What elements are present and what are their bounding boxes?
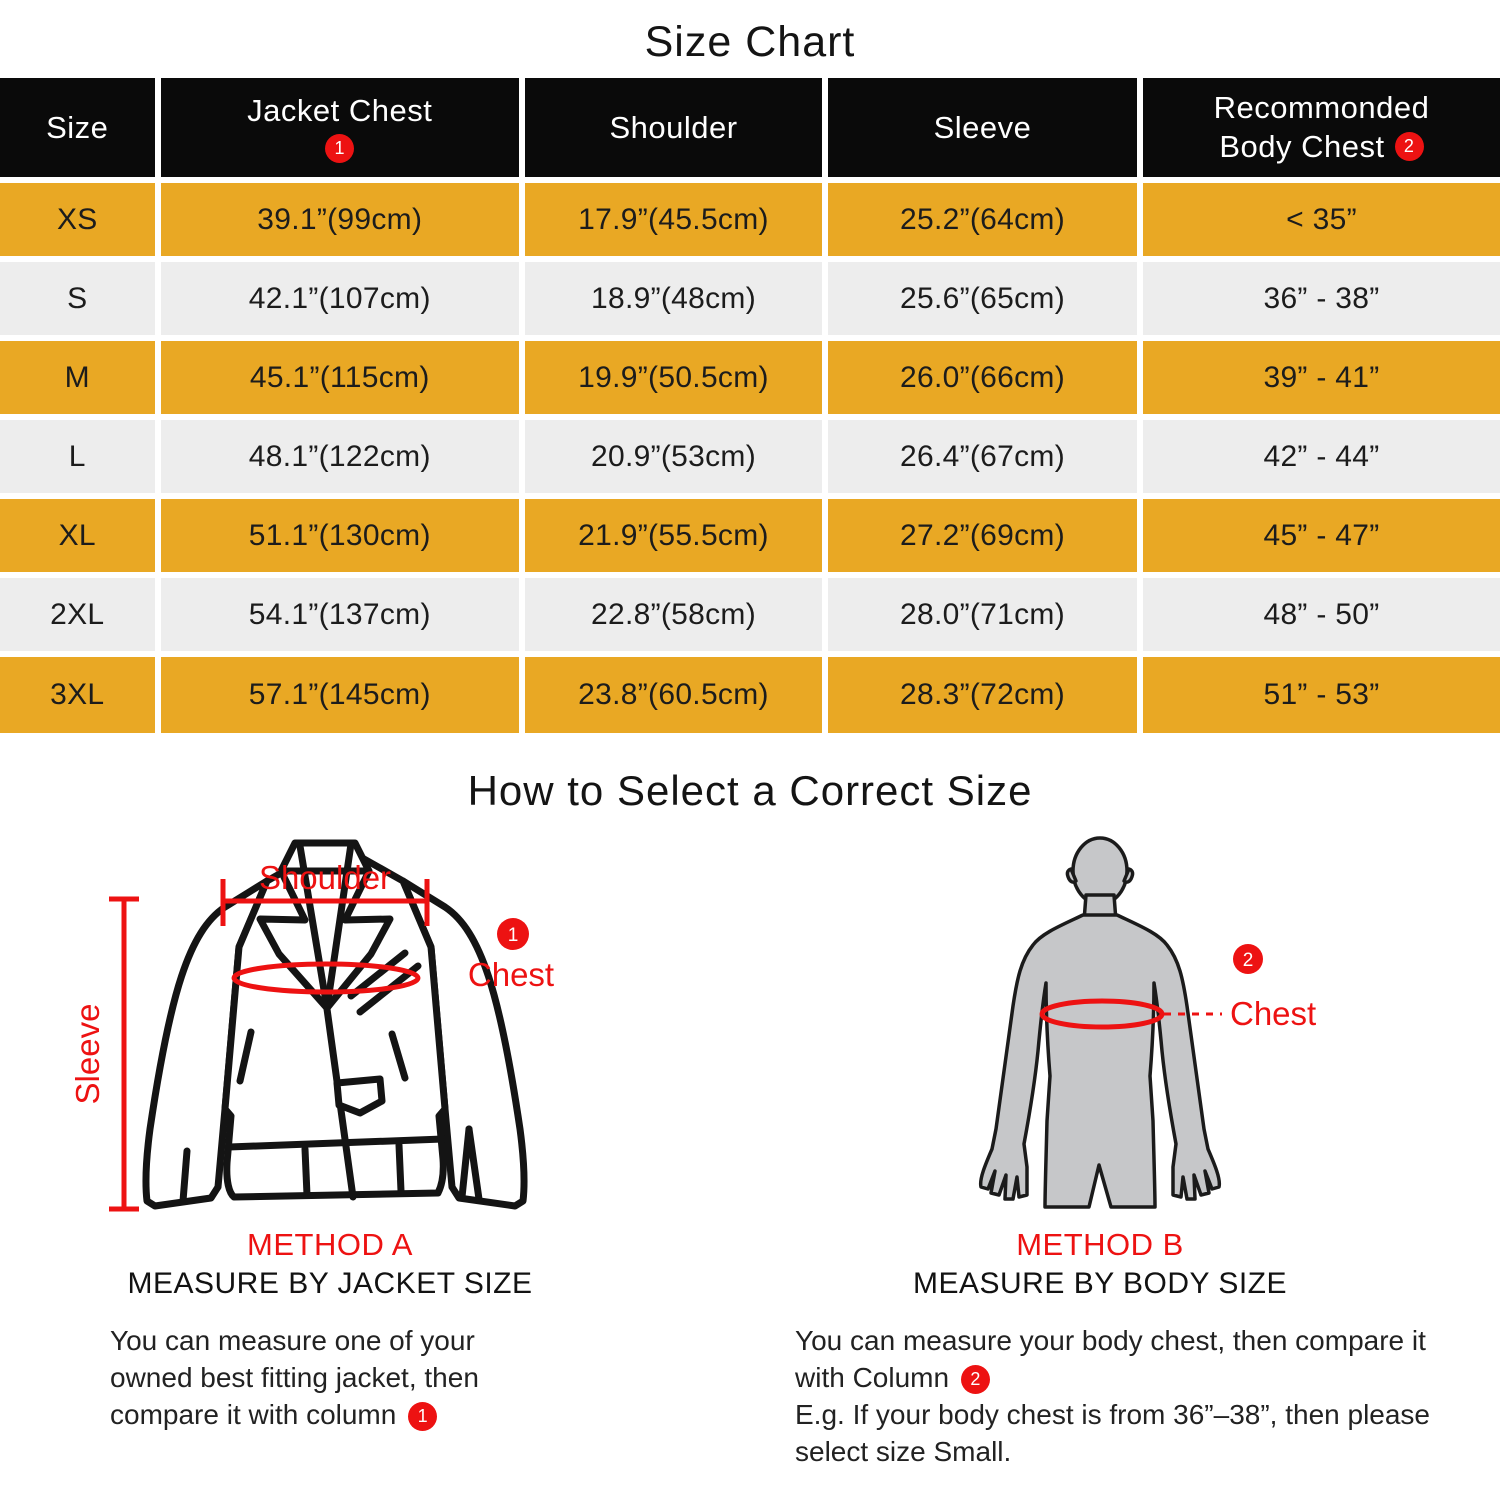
jacket-drawing xyxy=(146,843,524,1206)
method-a-section xyxy=(0,829,660,1471)
shoulder-label: Shoulder xyxy=(258,859,392,896)
chest-label: Chest xyxy=(1230,995,1317,1032)
table-cell: 21.9”(55.5cm) xyxy=(522,496,825,575)
jacket-measurement-illustration xyxy=(55,829,615,1221)
table-cell: 48” - 50” xyxy=(1140,575,1500,654)
table-cell: 2XL xyxy=(0,575,158,654)
column-header-jacket-chest-label: Jacket Chest xyxy=(247,92,433,128)
badge-1-number: 1 xyxy=(507,925,519,946)
chest-label: Chest xyxy=(467,956,555,993)
method-b-title: METHOD B xyxy=(1016,1227,1184,1262)
badge-1-icon: 1 xyxy=(325,134,354,163)
table-cell: 45” - 47” xyxy=(1140,496,1500,575)
size-table-body xyxy=(0,180,1500,733)
table-cell: 42” - 44” xyxy=(1140,417,1500,496)
table-cell: 42.1”(107cm) xyxy=(158,259,523,338)
table-cell: 3XL xyxy=(0,654,158,733)
column-header-shoulder xyxy=(522,78,825,180)
table-cell: 20.9”(53cm) xyxy=(522,417,825,496)
table-cell: 18.9”(48cm) xyxy=(522,259,825,338)
badge-2-number: 2 xyxy=(1242,950,1254,971)
table-cell: 17.9”(45.5cm) xyxy=(522,180,825,259)
method-a-description xyxy=(110,1323,505,1434)
table-cell: 23.8”(60.5cm) xyxy=(522,654,825,733)
table-cell: 39.1”(99cm) xyxy=(158,180,523,259)
table-header-row xyxy=(0,78,1500,180)
method-b-description xyxy=(795,1323,1455,1397)
sleeve-label: Sleeve xyxy=(69,1003,106,1105)
table-cell: 54.1”(137cm) xyxy=(158,575,523,654)
method-a-title: METHOD A xyxy=(247,1227,413,1262)
methods-section xyxy=(0,829,1500,1471)
method-b-section xyxy=(660,829,1500,1471)
method-b-description-text: You can measure your body chest, then compare it with Column xyxy=(795,1325,1426,1393)
table-row xyxy=(0,259,1500,338)
method-b-example: E.g. If your body chest is from 36”–38”, then please select size Small. xyxy=(795,1398,1431,1467)
method-a-description-text: You can measure one of your owned best fitting jacket, then compare it with column xyxy=(110,1325,479,1430)
table-row xyxy=(0,496,1500,575)
method-b-caption xyxy=(660,1227,1500,1301)
table-cell: 25.2”(64cm) xyxy=(825,180,1140,259)
table-cell: 28.0”(71cm) xyxy=(825,575,1140,654)
method-a-subtitle: MEASURE BY JACKET SIZE xyxy=(127,1267,533,1300)
table-cell: < 35” xyxy=(1140,180,1500,259)
table-cell: 28.3”(72cm) xyxy=(825,654,1140,733)
method-a-caption xyxy=(0,1227,660,1301)
column-header-shoulder-label: Shoulder xyxy=(609,109,738,145)
column-header-sleeve-label: Sleeve xyxy=(933,109,1032,145)
table-cell: 51” - 53” xyxy=(1140,654,1500,733)
table-cell: 25.6”(65cm) xyxy=(825,259,1140,338)
table-cell: 48.1”(122cm) xyxy=(158,417,523,496)
table-cell: M xyxy=(0,338,158,417)
table-cell: 22.8”(58cm) xyxy=(522,575,825,654)
table-row xyxy=(0,654,1500,733)
table-cell: XS xyxy=(0,180,158,259)
badge-2-icon: 2 xyxy=(961,1365,990,1394)
table-cell: L xyxy=(0,417,158,496)
table-cell: 57.1”(145cm) xyxy=(158,654,523,733)
table-cell: 39” - 41” xyxy=(1140,338,1500,417)
size-chart-table xyxy=(0,78,1500,733)
badge-1-icon: 1 xyxy=(408,1402,437,1431)
page-title: Size Chart xyxy=(644,18,856,66)
column-header-recommended-body-chest xyxy=(1140,78,1500,180)
table-cell: 26.0”(66cm) xyxy=(825,338,1140,417)
table-row xyxy=(0,338,1500,417)
body-measurement-illustration xyxy=(950,829,1430,1221)
column-header-size-label: Size xyxy=(46,109,109,145)
table-cell: 51.1”(130cm) xyxy=(158,496,523,575)
table-row xyxy=(0,575,1500,654)
table-row xyxy=(0,180,1500,259)
table-cell: 45.1”(115cm) xyxy=(158,338,523,417)
howto-title: How to Select a Correct Size xyxy=(467,767,1033,814)
badge-2-icon: 2 xyxy=(1395,132,1424,161)
table-cell: XL xyxy=(0,496,158,575)
column-header-size xyxy=(0,78,158,180)
column-header-sleeve xyxy=(825,78,1140,180)
method-b-subtitle: MEASURE BY BODY SIZE xyxy=(913,1267,1287,1300)
body-silhouette xyxy=(981,838,1220,1207)
column-header-recommended-line2: Body Chest xyxy=(1219,128,1385,164)
table-cell: 27.2”(69cm) xyxy=(825,496,1140,575)
table-cell: 26.4”(67cm) xyxy=(825,417,1140,496)
table-cell: 19.9”(50.5cm) xyxy=(522,338,825,417)
table-cell: 36” - 38” xyxy=(1140,259,1500,338)
column-header-recommended-line1: Recommonded xyxy=(1213,89,1430,125)
table-row xyxy=(0,417,1500,496)
column-header-jacket-chest xyxy=(158,78,523,180)
table-cell: S xyxy=(0,259,158,338)
